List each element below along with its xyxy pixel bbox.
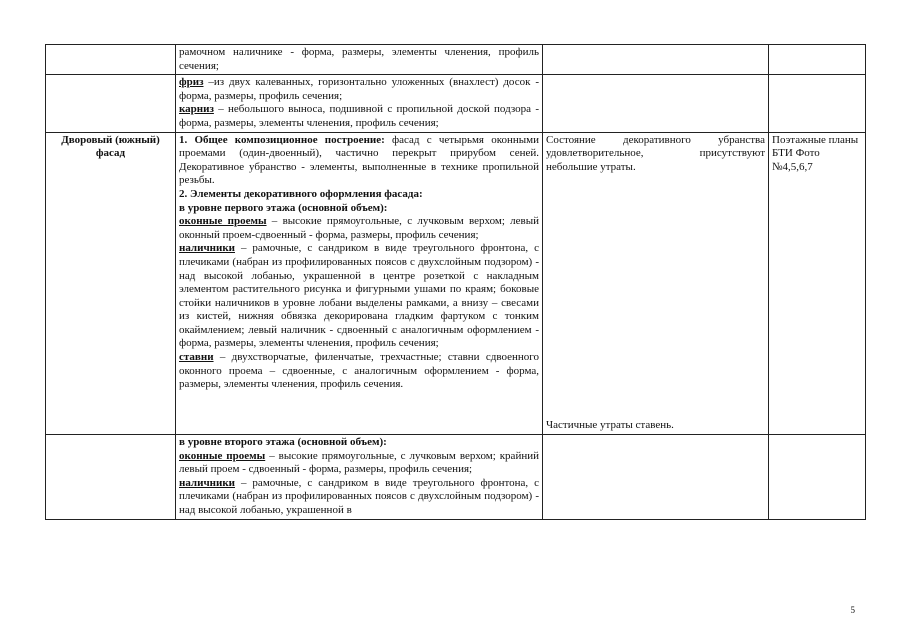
shutters-paragraph — [179, 351, 539, 392]
level-heading: в уровне первого этажа (основной объем): — [179, 201, 388, 214]
cell-state-empty — [543, 45, 769, 75]
windows-paragraph — [179, 450, 539, 477]
windows-term: оконные проемы — [179, 449, 266, 462]
cell-sources-empty — [769, 434, 866, 519]
nalichniki-paragraph — [179, 477, 539, 518]
cell-description — [176, 75, 543, 132]
windows-text: – высокие прямоугольные, с лучковым верхом; левый оконный проем-сдвоенный - форма, размеры, профиль сечения; — [179, 215, 539, 241]
friz-paragraph — [179, 76, 539, 103]
table-row — [46, 45, 866, 75]
cell-description — [176, 132, 543, 434]
cell-sources-empty — [769, 75, 866, 132]
page-number: 5 — [850, 605, 855, 615]
state-spacer — [546, 174, 765, 419]
shutters-text: – двухстворчатые, филенчатые, трехчастные; ставни сдвоенного оконного проема – сдвоенные, с аналогичным оформлением - форма, размеры, элементы членения, профиль сечения. — [179, 351, 539, 391]
document-table — [45, 44, 866, 520]
nalichniki-term: наличники — [179, 476, 235, 489]
table-row — [46, 75, 866, 132]
cell-description — [176, 434, 543, 519]
composition-paragraph — [179, 134, 539, 188]
composition-heading: 1. Общее композиционное построение: — [179, 133, 385, 146]
cell-facade-empty — [46, 75, 176, 132]
facade-name: Дворовый (южный) фасад — [46, 132, 176, 434]
karniz-text: – небольшого выноса, подшивной с пропильной доской подзора - форма, размеры, элементы членения, профиль сечения; — [179, 103, 539, 129]
level-heading: в уровне второго этажа (основной объем): — [179, 435, 387, 448]
shutters-term: ставни — [179, 351, 214, 364]
nalichniki-term: наличники — [179, 242, 235, 255]
sources-text: Поэтажные планы БТИ Фото №4,5,6,7 — [769, 132, 866, 434]
cell-sources-empty — [769, 45, 866, 75]
cell-facade-empty — [46, 45, 176, 75]
description-text: рамочном наличнике - форма, размеры, элементы членения, профиль сечения; — [179, 46, 539, 72]
state-shutters-text: Частичные утраты ставень. — [546, 419, 674, 432]
windows-paragraph — [179, 215, 539, 242]
friz-text: –из двух калеванных, горизонтально уложенных (внахлест) досок - форма, размеры, профиль сечения; — [179, 76, 539, 102]
cell-state-empty — [543, 434, 769, 519]
karniz-paragraph — [179, 103, 539, 130]
nalichniki-text: – рамочные, с сандриком в виде треугольного фронтона, с плечиками (набран из профилированных поясов с двухслойным подзором) - над высокой лобанью, украшенной в — [179, 476, 539, 516]
table-row — [46, 132, 866, 434]
composition-text: фасад с четырьмя оконными проемами (один-двоенный), частично перекрыт прирубом сеней. Декоративное убранство - элементы, выполненные в технике пропильной резьбы. — [179, 133, 539, 187]
cell-state-empty — [543, 75, 769, 132]
table-row — [46, 434, 866, 519]
windows-text: – высокие прямоугольные, с лучковым верхом; крайний левый проем - сдвоенный - форма, размеры, профиль сечения; — [179, 449, 539, 476]
decor-heading: 2. Элементы декоративного оформления фасада: — [179, 187, 423, 200]
nalichniki-text: – рамочные, с сандриком в виде треугольного фронтона, с плечиками (набран из профилированных поясов с двухслойным подзором) - над высокой лобанью, украшенной в центре розеткой с накладным элементом растительного рисунка и фигурными ушами по краям; боковые стойки наличников в уровне лобани выделены рамками, а внизу – свесами из кистей, нижняя обвязка декорирована гладким фартуком с тонким окаймлением; левый наличник - сдвоенный с аналогичным оформлением - форма, размеры, элементы членения, профиль сечения; — [179, 242, 539, 350]
karniz-term: карниз — [179, 103, 214, 116]
cell-facade-empty — [46, 434, 176, 519]
friz-term: фриз — [179, 76, 204, 89]
windows-term: оконные проемы — [179, 215, 267, 228]
state-text: Состояние декоративного убранства удовлетворительное, присутствуют небольшие утраты. — [546, 133, 765, 173]
nalichniki-paragraph — [179, 242, 539, 351]
cell-state — [543, 132, 769, 434]
cell-description — [176, 45, 543, 75]
